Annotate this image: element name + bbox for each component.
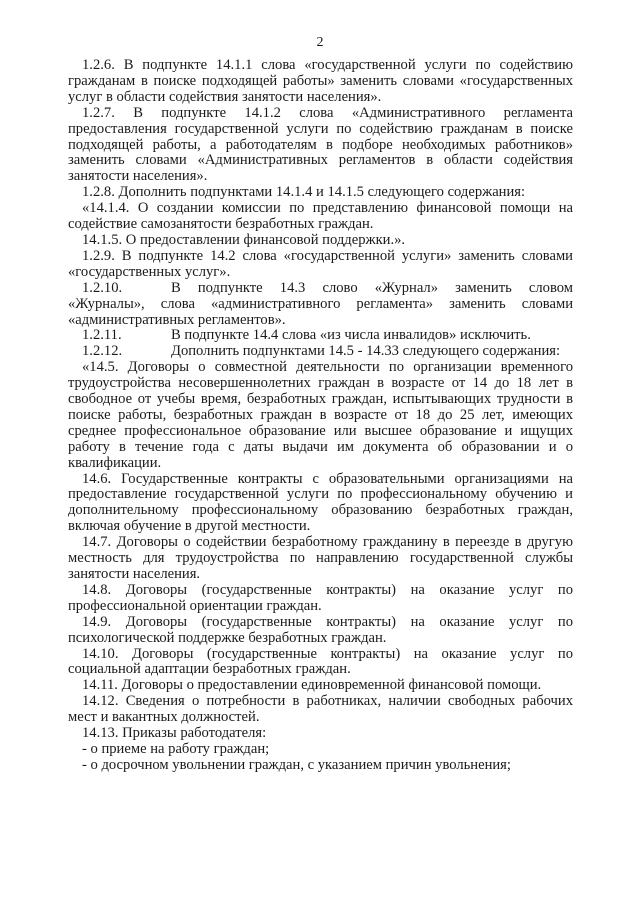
paragraph-14-1-4: «14.1.4. О создании комиссии по представлению финансовой помощи на содействие самозанятости безработных граждан.: [68, 200, 573, 233]
item-number: 1.2.11.: [82, 327, 122, 344]
item-number: 1.2.12.: [82, 343, 123, 360]
paragraph-14-10: 14.10. Договоры (государственные контракты) на оказание услуг по социальной адаптации безработных граждан.: [68, 645, 573, 678]
list-item-dismissal: - о досрочном увольнении граждан, с указанием причин увольнения;: [82, 756, 511, 773]
paragraph-14-7: 14.7. Договоры о содействии безработному гражданину в переезде в другую местность для трудоустройства по направлению государственной службы занятости населения.: [68, 534, 573, 582]
document-body: [68, 58, 573, 774]
item-text: Дополнить подпунктами 14.5 - 14.33 следующего содержания:: [171, 343, 561, 360]
item-text: В подпункте 14.3 слово «Журнал» заменить словом: [171, 279, 573, 296]
paragraph-1-2-7: 1.2.7. В подпункте 14.1.2 слова «Административного регламента предоставления государственной услуги по содействию гражданам в поиске подходящей работы, а работодателям в подборе необходимых работников» заменить словами «Административных регламентов в области содействия занятости населения».: [68, 104, 573, 185]
paragraph-1-2-8: 1.2.8. Дополнить подпунктами 14.1.4 и 14.1.5 следующего содержания:: [82, 184, 526, 201]
paragraph-1-2-10-first-line: [68, 281, 573, 297]
list-item-hiring: - о приеме на работу граждан;: [82, 740, 270, 757]
paragraph-1-2-6: 1.2.6. В подпункте 14.1.1 слова «государственной услуги по содействию гражданам в поиске подходящей работы» заменить словами «государственных услуг в области содействия занятости населения».: [68, 57, 573, 105]
paragraph-14-8: 14.8. Договоры (государственные контракты) на оказание услуг по профессиональной ориентации граждан.: [68, 581, 573, 614]
item-number: 1.2.10.: [82, 279, 123, 296]
paragraph-14-6: 14.6. Государственные контракты с образовательными организациями на предоставление государственной услуги по профессиональному обучению и дополнительному профессиональному образованию безработных граждан, включая обучение в другой местности.: [68, 470, 573, 535]
paragraph-14-13: 14.13. Приказы работодателя:: [82, 725, 267, 742]
item-text: В подпункте 14.4 слова «из числа инвалидов» исключить.: [171, 327, 531, 344]
paragraph-1-2-9: 1.2.9. В подпункте 14.2 слова «государственной услуги» заменить словами «государственных услуг».: [68, 247, 573, 280]
page-number: 2: [316, 35, 324, 50]
paragraph-14-1-5: 14.1.5. О предоставлении финансовой поддержки.».: [82, 231, 406, 248]
paragraph-1-2-11: [68, 328, 573, 344]
paragraph-1-2-12: [68, 344, 573, 360]
paragraph-14-9: 14.9. Договоры (государственные контракты) на оказание услуг по психологической поддержке безработных граждан.: [68, 613, 573, 646]
paragraph-14-11: 14.11. Договоры о предоставлении единовременной финансовой помощи.: [82, 677, 542, 694]
paragraph-1-2-10-continuation: «Журналы», слова «административного регламента» заменить словами «административных регламентов».: [68, 295, 573, 328]
paragraph-14-12: 14.12. Сведения о потребности в работниках, наличии свободных рабочих мест и вакантных должностей.: [68, 693, 573, 726]
paragraph-14-5: «14.5. Договоры о совместной деятельности по организации временного трудоустройства несовершеннолетних граждан в возрасте от 14 до 18 лет в свободное от учебы время, безработных граждан, испытывающих трудности в поиске работы, безработных граждан в возрасте от 18 до 25 лет, имеющих среднее профессиональное образование или высшее образование и ищущих работу в течение года с даты выдачи им документа об образовании и о квалификации.: [68, 359, 573, 471]
